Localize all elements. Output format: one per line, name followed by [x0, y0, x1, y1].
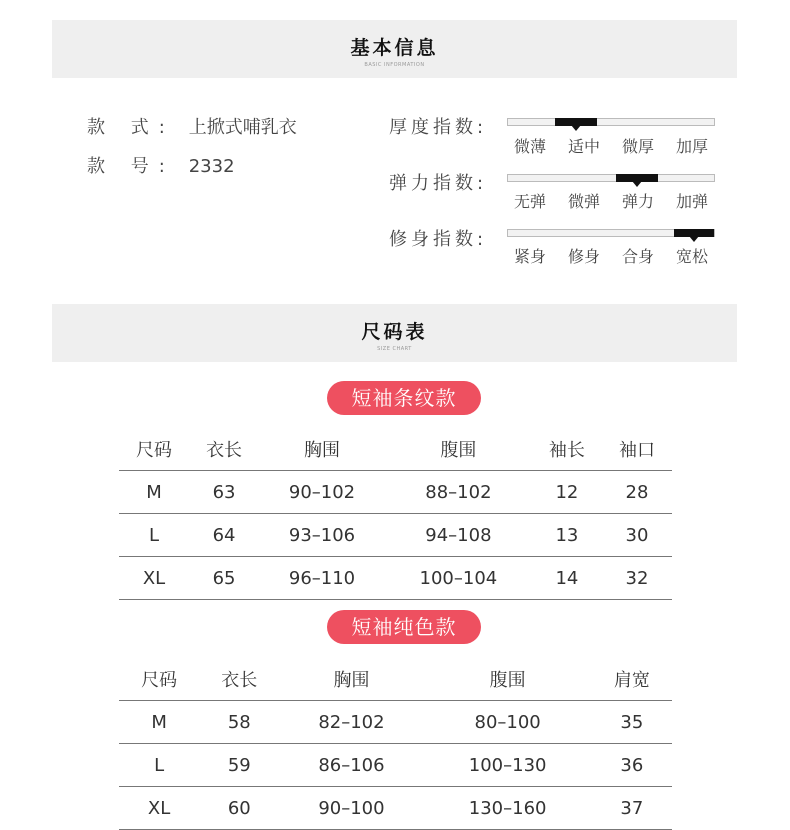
tick-label: 微厚 — [621, 137, 654, 156]
elasticity-pointer-icon — [632, 181, 642, 187]
elasticity-index-bar — [507, 174, 715, 182]
table-row — [119, 557, 672, 600]
fit-index-ticks — [503, 244, 719, 267]
table-cell: 32 — [602, 557, 672, 600]
tick-label: 适中 — [567, 137, 600, 156]
tick-label: 宽松 — [675, 247, 708, 266]
table-cell: XL — [119, 787, 199, 830]
table-cell: 96–110 — [259, 557, 385, 600]
column-header: 袖长 — [548, 440, 585, 461]
thickness-index-ticks — [503, 134, 719, 157]
table-cell: 14 — [532, 557, 602, 600]
column-header: 腹围 — [489, 670, 526, 691]
table-cell: 65 — [189, 557, 259, 600]
table-cell: 36 — [592, 744, 672, 787]
table-cell: 60 — [199, 787, 279, 830]
tick-label: 紧身 — [513, 247, 546, 266]
table-cell: 90–102 — [259, 471, 385, 514]
code-value: 2332 — [188, 156, 235, 177]
solid-size-table — [119, 658, 672, 830]
column-header: 胸围 — [333, 670, 370, 691]
table-cell: 58 — [199, 701, 279, 744]
table-cell: 94–108 — [385, 514, 532, 557]
thickness-index-label: 厚度指数: — [389, 117, 488, 138]
column-header: 胸围 — [304, 440, 340, 461]
table-cell: 93–106 — [259, 514, 385, 557]
table-row — [119, 471, 672, 514]
code-label: 款 号: — [87, 156, 175, 177]
elasticity-index-ticks — [503, 189, 719, 212]
tick-label: 无弹 — [513, 192, 546, 211]
table-header-row — [119, 658, 672, 701]
tick-label: 修身 — [567, 247, 600, 266]
table-cell: 86–106 — [279, 744, 423, 787]
table-cell: 90–100 — [279, 787, 423, 830]
solid-style-badge: 短袖纯色款 — [327, 610, 481, 644]
column-header: 尺码 — [141, 670, 178, 691]
table-cell: L — [119, 514, 189, 557]
style-row — [87, 113, 297, 139]
column-header: 尺码 — [136, 440, 173, 461]
basic-info-banner — [52, 20, 737, 78]
table-cell: 88–102 — [385, 471, 532, 514]
fit-index-bar — [507, 229, 715, 237]
table-cell: 63 — [189, 471, 259, 514]
table-cell: 64 — [189, 514, 259, 557]
fit-index-label: 修身指数: — [389, 229, 488, 250]
tick-label: 合身 — [621, 247, 654, 266]
size-chart-banner — [52, 304, 737, 362]
basic-info-title: 基本信息 — [350, 37, 439, 59]
table-row — [119, 787, 672, 830]
thickness-pointer-icon — [571, 125, 581, 131]
column-header: 肩宽 — [613, 670, 650, 691]
table-cell: 30 — [602, 514, 672, 557]
table-cell: XL — [119, 557, 189, 600]
table-cell: 13 — [532, 514, 602, 557]
elasticity-index-label: 弹力指数: — [389, 173, 488, 194]
striped-size-table — [119, 428, 672, 600]
table-cell: M — [119, 701, 199, 744]
style-value: 上掀式哺乳衣 — [188, 117, 297, 138]
tick-label: 加厚 — [675, 137, 708, 156]
code-row — [87, 152, 235, 178]
tick-label: 加弹 — [675, 192, 708, 211]
fit-pointer-icon — [689, 236, 699, 242]
thickness-index-bar — [507, 118, 715, 126]
table-cell: M — [119, 471, 189, 514]
table-cell: 100–104 — [385, 557, 532, 600]
table-cell: 35 — [592, 701, 672, 744]
table-cell: 59 — [199, 744, 279, 787]
table-cell: L — [119, 744, 199, 787]
table-cell: 37 — [592, 787, 672, 830]
tick-label: 弹力 — [621, 192, 654, 211]
table-row — [119, 514, 672, 557]
table-cell: 100–130 — [424, 744, 592, 787]
basic-info-subtitle: BASIC INFORMATION — [364, 62, 425, 68]
table-row — [119, 744, 672, 787]
column-header: 衣长 — [221, 670, 258, 691]
table-cell: 28 — [602, 471, 672, 514]
striped-style-badge: 短袖条纹款 — [327, 381, 481, 415]
column-header: 袖口 — [618, 440, 655, 461]
column-header: 衣长 — [206, 440, 243, 461]
tick-label: 微弹 — [567, 192, 600, 211]
table-row — [119, 701, 672, 744]
table-cell: 12 — [532, 471, 602, 514]
table-header-row — [119, 428, 672, 471]
tick-label: 微薄 — [513, 137, 546, 156]
size-chart-subtitle: SIZE CHART — [377, 346, 412, 352]
column-header: 腹围 — [440, 440, 477, 461]
table-cell: 80–100 — [424, 701, 592, 744]
table-cell: 130–160 — [424, 787, 592, 830]
size-chart-title: 尺码表 — [361, 321, 428, 343]
table-cell: 82–102 — [279, 701, 423, 744]
style-label: 款 式: — [87, 117, 175, 138]
